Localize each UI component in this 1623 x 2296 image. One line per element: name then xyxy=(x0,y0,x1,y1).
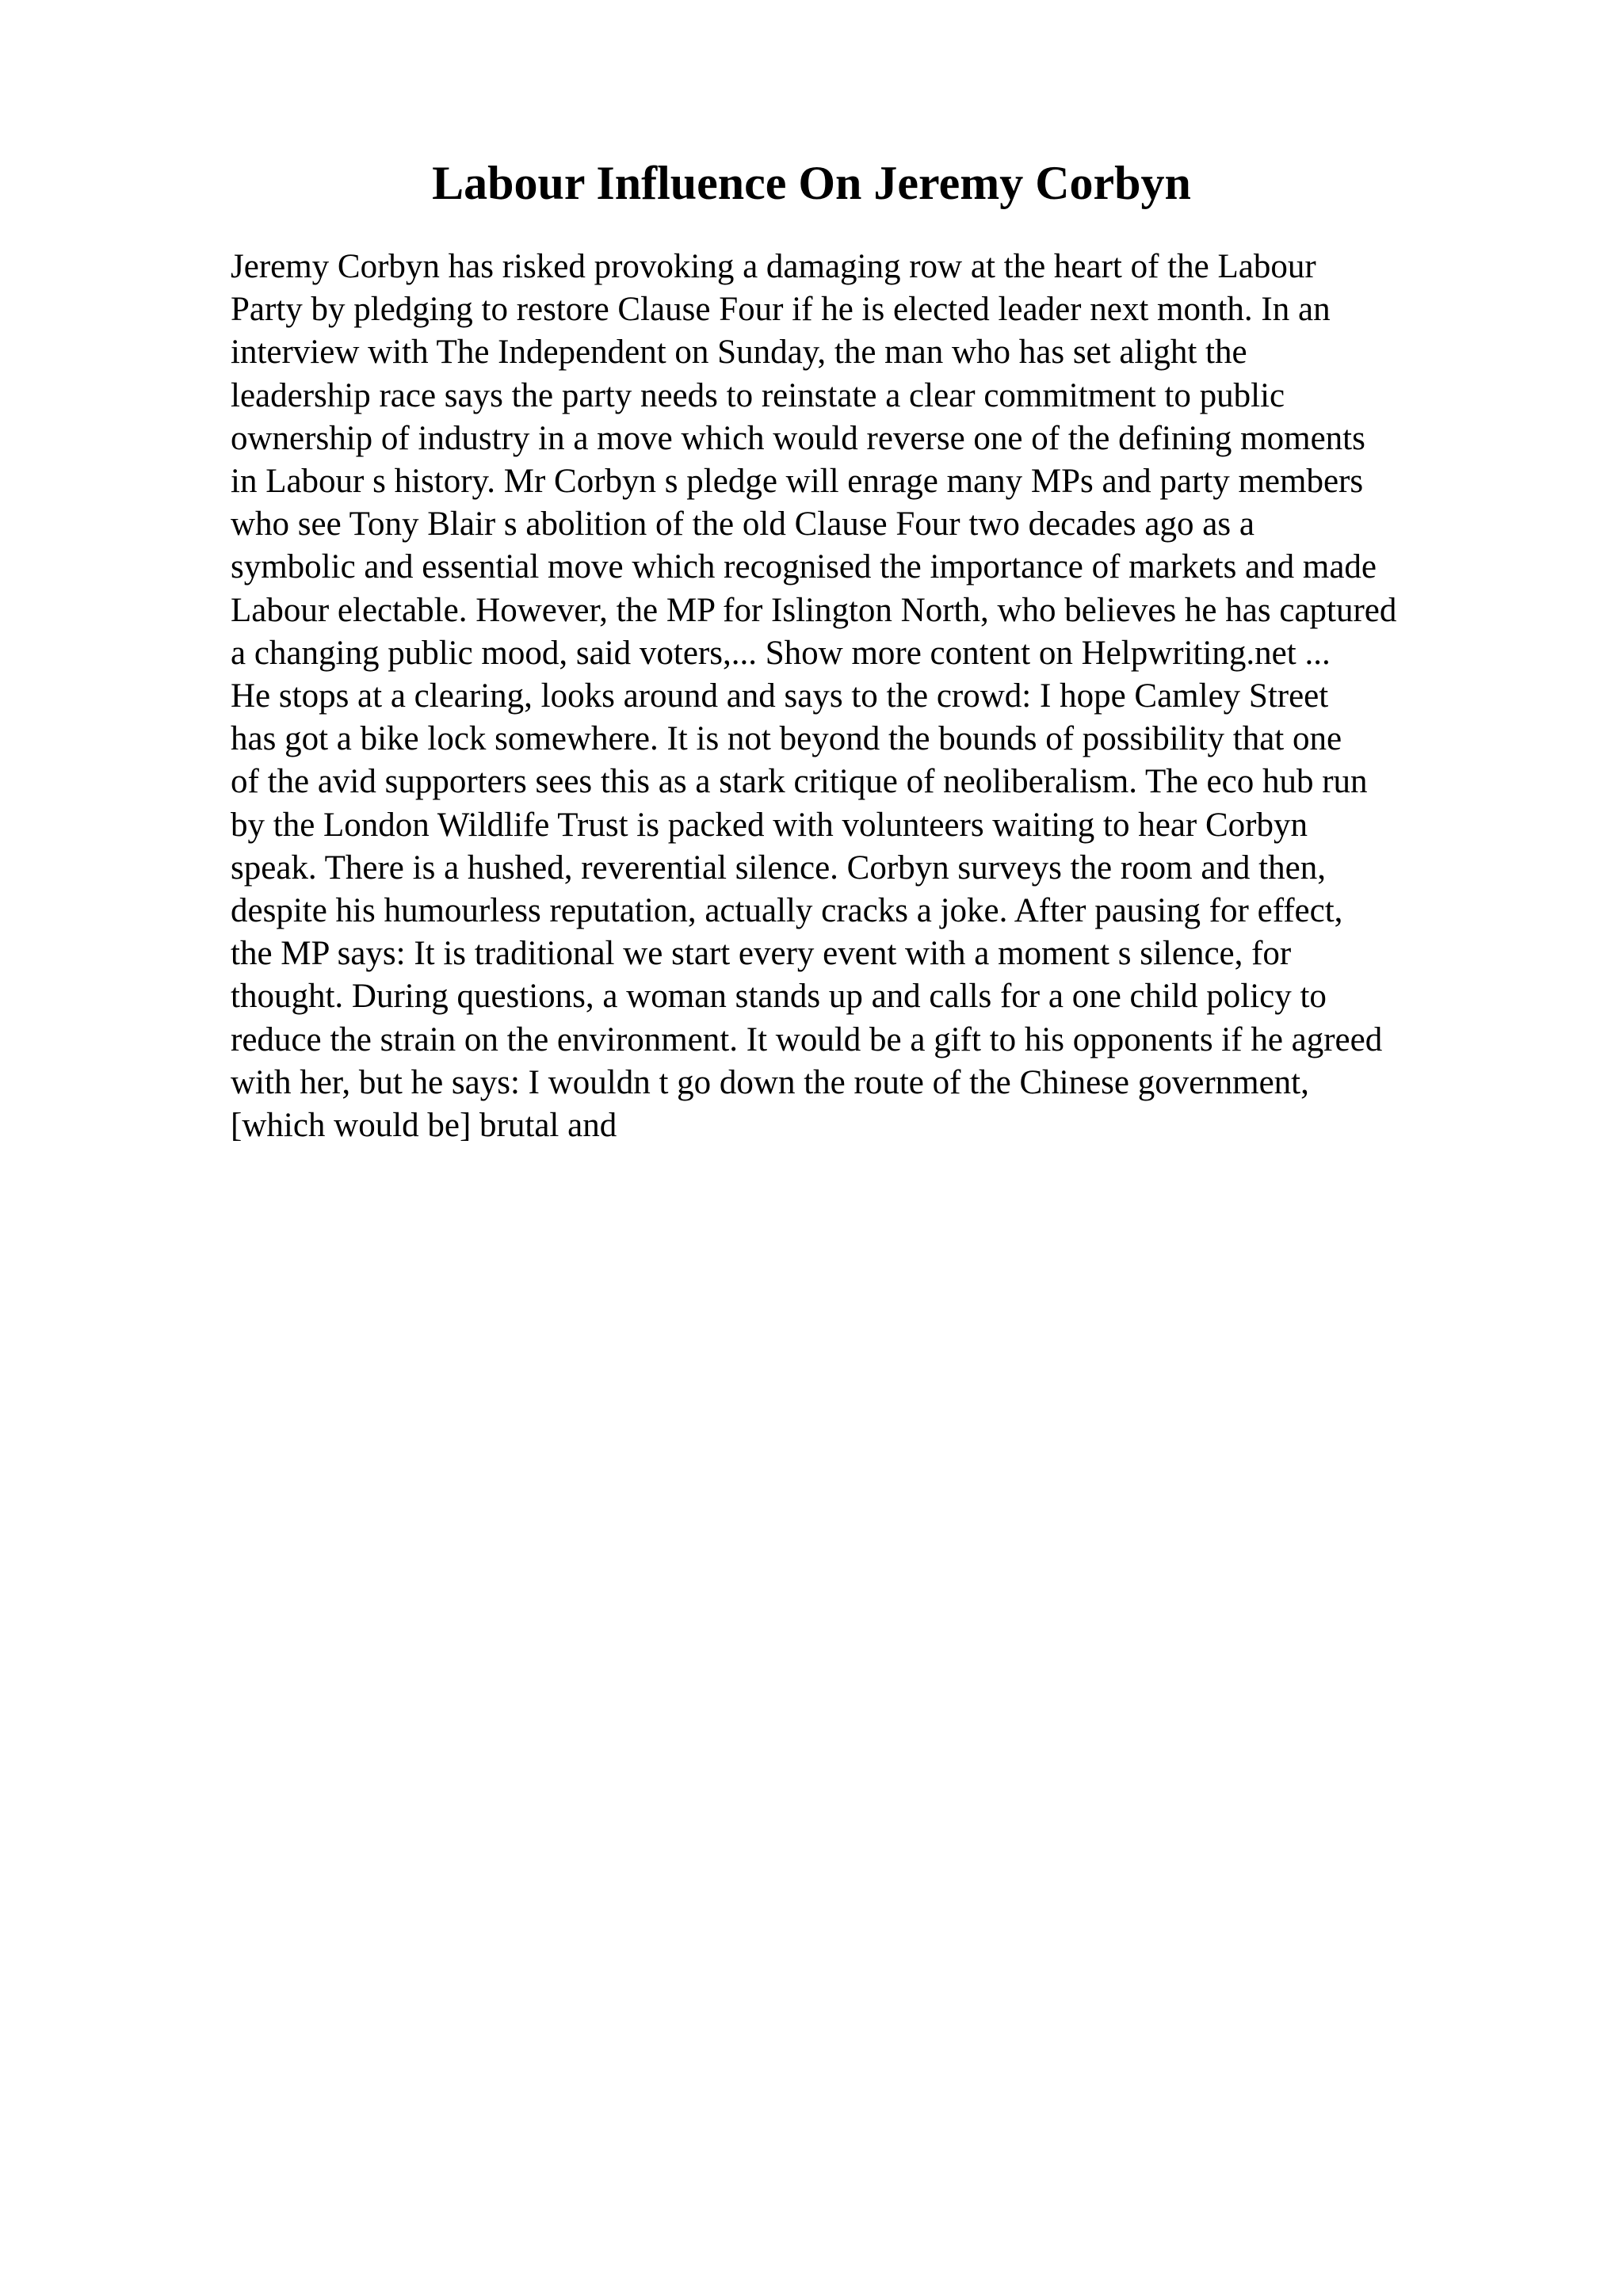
body-line: who see Tony Blair s abolition of the old Clause Four two decades ago as a xyxy=(231,505,1254,543)
body-line: ownership of industry in a move which would reverse one of the defining moments xyxy=(231,419,1365,457)
body-line: speak. There is a hushed, reverential silence. Corbyn surveys the room and then, xyxy=(231,849,1326,887)
body-line: thought. During questions, a woman stands up and calls for a one child policy to xyxy=(231,978,1327,1016)
body-line: with her, but he says: I wouldn t go down the route of the Chinese government, xyxy=(231,1063,1309,1101)
body-line: reduce the strain on the environment. It would be a gift to his opponents if he agreed xyxy=(231,1020,1383,1058)
body-line: leadership race says the party needs to reinstate a clear commitment to public xyxy=(231,376,1285,414)
document-body xyxy=(231,246,1530,1147)
body-line: in Labour s history. Mr Corbyn s pledge will enrage many MPs and party members xyxy=(231,463,1364,501)
body-line: the MP says: It is traditional we start every event with a moment s silence, for xyxy=(231,935,1292,973)
body-line: has got a bike lock somewhere. It is not beyond the bounds of possibility that one xyxy=(231,720,1342,758)
body-line: a changing public mood, said voters,... Show more content on Helpwriting.net ... xyxy=(231,634,1331,672)
body-line: [which would be] brutal and xyxy=(231,1107,617,1145)
body-line: despite his humourless reputation, actually cracks a joke. After pausing for effect, xyxy=(231,892,1343,930)
body-line: of the avid supporters sees this as a stark critique of neoliberalism. The eco hub run xyxy=(231,763,1368,801)
body-line: by the London Wildlife Trust is packed with volunteers waiting to hear Corbyn xyxy=(231,806,1308,844)
body-line: symbolic and essential move which recognised the importance of markets and made xyxy=(231,548,1377,586)
body-line: He stops at a clearing, looks around and says to the crowd: I hope Camley Street xyxy=(231,677,1329,715)
body-line: Party by pledging to restore Clause Four if he is elected leader next month. In an xyxy=(231,291,1331,329)
document-title: Labour Influence On Jeremy Corbyn xyxy=(432,157,1191,209)
body-line: Labour electable. However, the MP for Islington North, who believes he has captured xyxy=(231,591,1397,629)
body-line: interview with The Independent on Sunday, the man who has set alight the xyxy=(231,334,1247,372)
body-line: Jeremy Corbyn has risked provoking a damaging row at the heart of the Labour xyxy=(231,248,1316,285)
